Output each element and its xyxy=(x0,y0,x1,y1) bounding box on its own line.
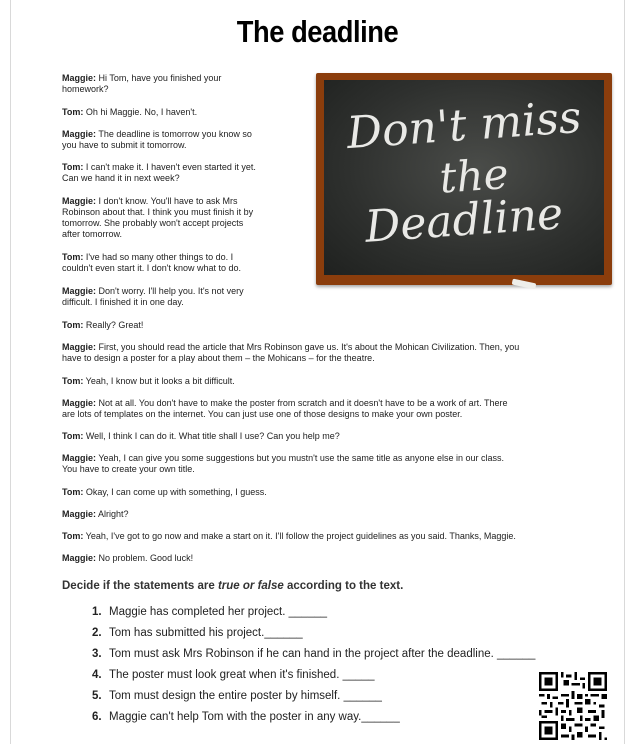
page-title: The deadline xyxy=(236,14,399,49)
dialogue-line: Maggie: No problem. Good luck! xyxy=(62,553,194,563)
question-item: 3. Tom must ask Mrs Robinson if he can hand in the project after the deadline. ______ xyxy=(92,648,536,660)
dialogue-line: Maggie: Hi Tom, have you finished your homework? xyxy=(62,73,222,94)
question-item: 2. Tom has submitted his project.______ xyxy=(92,627,303,639)
question-item: 5. Tom must design the entire poster by himself. ______ xyxy=(92,690,382,702)
dialogue-line: Tom: I've had so many other things to do. I couldn't even start it. I don't know what to do. xyxy=(62,252,242,273)
dialogue-line: Tom: Yeah, I know but it looks a bit difficult. xyxy=(62,376,235,386)
chalk-text-line-1: Don't miss xyxy=(345,91,583,160)
page-margin-left xyxy=(10,0,11,744)
chalk-text-line-2: the xyxy=(437,148,510,203)
dialogue-line: Maggie: Yeah, I can give you some suggestions but you mustn't use the same title as anyone else in our class. You have to create your own title. xyxy=(62,453,504,474)
chalkboard-frame xyxy=(316,73,612,285)
question-item: 4. The poster must look great when it's finished. _____ xyxy=(92,669,375,681)
dialogue-line: Tom: Okay, I can come up with something, I guess. xyxy=(62,487,267,497)
dialogue-line: Tom: Yeah, I've got to go now and make a start on it. I'll follow the project guidelines as you said. Thanks, Maggie. xyxy=(62,531,516,541)
dialogue-line: Maggie: The deadline is tomorrow you know so you have to submit it tomorrow. xyxy=(62,129,252,150)
chalkboard-surface xyxy=(324,80,604,275)
dialogue-line: Maggie: Alright? xyxy=(62,509,129,519)
page-margin-right xyxy=(624,0,625,744)
dialogue-line: Tom: I can't make it. I haven't even started it yet. Can we hand it in next week? xyxy=(62,162,256,183)
chalkboard-image xyxy=(308,73,612,292)
chalk-piece-icon xyxy=(512,279,537,290)
dialogue-line: Maggie: Don't worry. I'll help you. It's not very difficult. I finished it in one day. xyxy=(62,286,244,307)
question-item: 1. Maggie has completed her project. ______ xyxy=(92,606,328,618)
dialogue-line: Tom: Well, I think I can do it. What title shall I use? Can you help me? xyxy=(62,431,340,441)
chalk-text-line-3: Deadline xyxy=(363,188,565,253)
qr-code-icon xyxy=(539,672,607,740)
dialogue-line: Tom: Really? Great! xyxy=(62,320,144,330)
dialogue-line: Maggie: I don't know. You'll have to ask Mrs Robinson about that. I think you must finish it by tomorrow. She probably won't accept projects after tomorrow. xyxy=(62,196,254,239)
dialogue-line: Tom: Oh hi Maggie. No, I haven't. xyxy=(62,107,198,117)
question-item: 6. Maggie can't help Tom with the poster in any way.______ xyxy=(92,711,400,723)
dialogue-line: Maggie: First, you should read the article that Mrs Robinson gave us. It's about the Mohican Civilization. Then, you have to design a poster for a play about them – the Mohicans – for the theatre. xyxy=(62,342,520,363)
dialogue-line: Maggie: Not at all. You don't have to make the poster from scratch and it doesn't have to be a work of art. There are lots of templates on the internet. You can just use one of those designs to make your own poster. xyxy=(62,398,508,419)
task-instruction: Decide if the statements are true or false according to the text. xyxy=(62,580,404,592)
